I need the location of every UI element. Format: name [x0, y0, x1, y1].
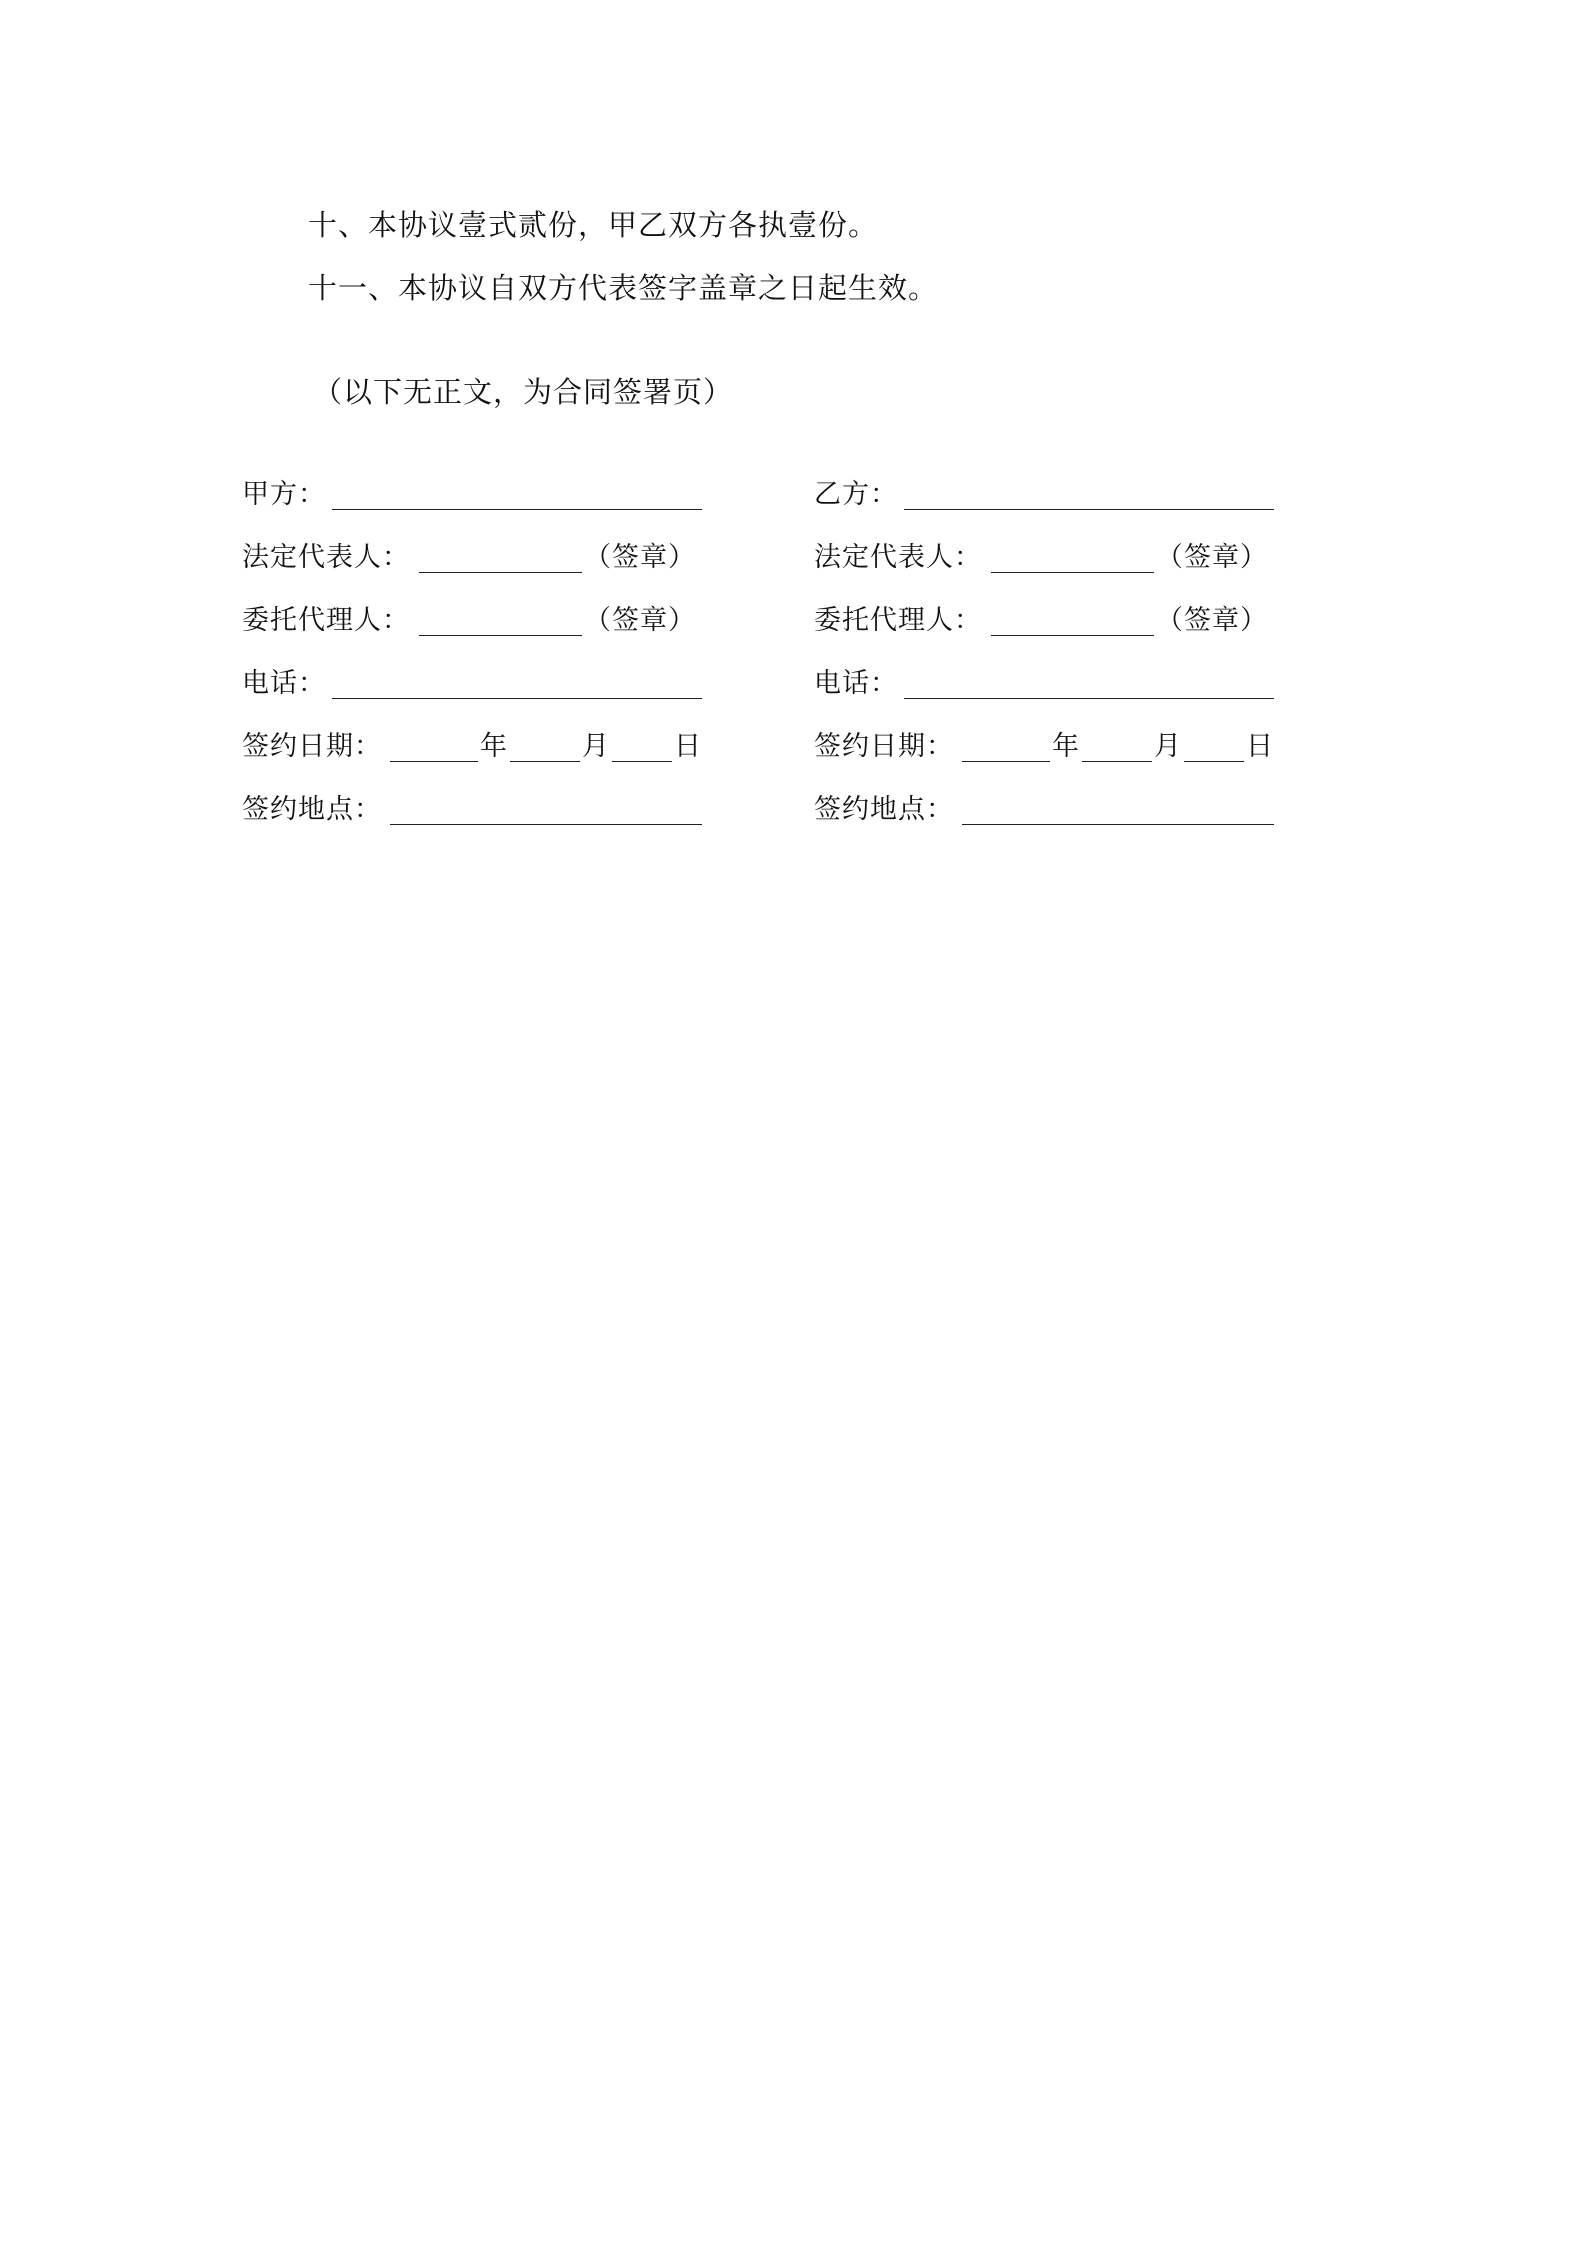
party-b-place-field[interactable]	[962, 790, 1274, 825]
party-b-name-field[interactable]	[904, 475, 1274, 510]
party-b-place-row	[814, 790, 1334, 853]
party-a-signature-block	[242, 475, 762, 853]
clause-eleven: 十一、本协议自双方代表签字盖章之日起生效。	[308, 271, 939, 305]
party-b-agent-row	[814, 601, 1334, 664]
party-a-day-field[interactable]	[612, 727, 672, 762]
clause-ten: 十、本协议壹式贰份，甲乙双方各执壹份。	[308, 208, 879, 242]
party-a-agent-row	[242, 601, 762, 664]
party-a-phone-field[interactable]	[332, 664, 702, 699]
party-b-legal-rep-row	[814, 538, 1334, 601]
party-a-label: 甲方：	[242, 479, 326, 510]
party-b-year-label: 年	[1052, 731, 1079, 762]
party-a-name-field[interactable]	[332, 475, 702, 510]
party-a-agent-label: 委托代理人：	[242, 605, 410, 636]
party-a-year-field[interactable]	[390, 727, 478, 762]
party-b-phone-label: 电话：	[814, 668, 898, 699]
party-b-day-field[interactable]	[1184, 727, 1244, 762]
party-a-year-label: 年	[480, 731, 507, 762]
party-b-month-field[interactable]	[1082, 727, 1152, 762]
party-a-phone-label: 电话：	[242, 668, 326, 699]
party-b-month-label: 月	[1154, 731, 1181, 762]
party-b-phone-field[interactable]	[904, 664, 1274, 699]
party-b-day-label: 日	[1246, 731, 1273, 762]
party-b-legal-rep-label: 法定代表人：	[814, 542, 982, 573]
party-b-agent-stamp: （签章）	[1156, 605, 1268, 636]
party-a-agent-field[interactable]	[419, 601, 582, 636]
party-b-row	[814, 475, 1334, 538]
party-a-day-label: 日	[674, 731, 701, 762]
party-a-place-label: 签约地点：	[242, 794, 382, 825]
party-a-place-field[interactable]	[390, 790, 702, 825]
party-b-phone-row	[814, 664, 1334, 727]
party-b-signature-block	[814, 475, 1334, 853]
party-a-place-row	[242, 790, 762, 853]
party-b-legal-rep-stamp: （签章）	[1156, 542, 1268, 573]
party-a-legal-rep-field[interactable]	[419, 538, 582, 573]
party-b-legal-rep-field[interactable]	[991, 538, 1154, 573]
party-a-phone-row	[242, 664, 762, 727]
no-body-note: （以下无正文，为合同签署页）	[313, 375, 734, 409]
party-b-place-label: 签约地点：	[814, 794, 954, 825]
party-b-agent-field[interactable]	[991, 601, 1154, 636]
party-a-legal-rep-row	[242, 538, 762, 601]
party-b-date-row	[814, 727, 1334, 790]
party-b-label: 乙方：	[814, 479, 898, 510]
party-a-agent-stamp: （签章）	[584, 605, 696, 636]
party-b-agent-label: 委托代理人：	[814, 605, 982, 636]
party-a-legal-rep-label: 法定代表人：	[242, 542, 410, 573]
party-a-date-label: 签约日期：	[242, 731, 382, 762]
party-a-date-row	[242, 727, 762, 790]
party-b-date-label: 签约日期：	[814, 731, 954, 762]
party-a-legal-rep-stamp: （签章）	[584, 542, 696, 573]
party-a-month-field[interactable]	[510, 727, 580, 762]
party-a-row	[242, 475, 762, 538]
party-b-year-field[interactable]	[962, 727, 1050, 762]
party-a-month-label: 月	[582, 731, 609, 762]
